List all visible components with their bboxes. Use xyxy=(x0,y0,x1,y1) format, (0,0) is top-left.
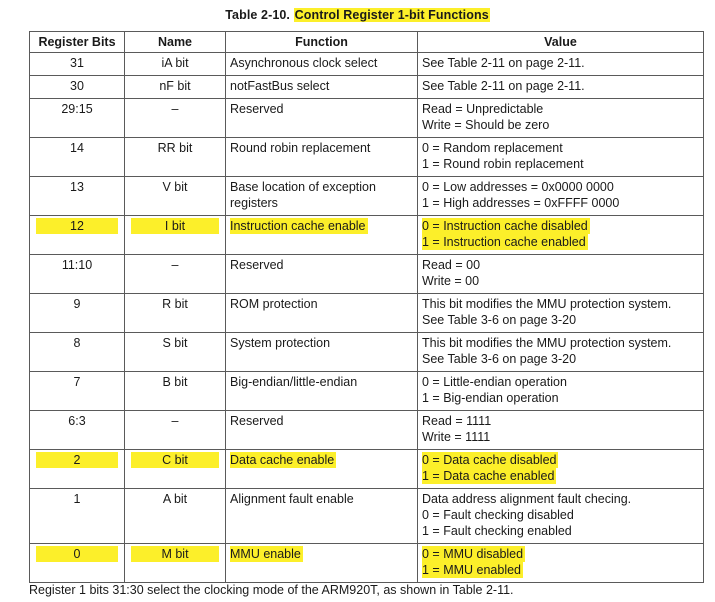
cell-register-bits xyxy=(30,99,125,138)
cell-function xyxy=(226,450,418,489)
function-text-line: Instruction cache enable xyxy=(230,219,366,233)
value-text-line: 0 = Data cache disabled xyxy=(422,453,557,467)
cell-function xyxy=(226,138,418,177)
function-text-line: Data cache enable xyxy=(230,453,335,467)
value-text-line: 1 = MMU enabled xyxy=(422,563,522,577)
function-text-line: registers xyxy=(230,196,278,210)
value-text-line: See Table 3-6 on page 3-20 xyxy=(422,352,577,366)
header-value: Value xyxy=(418,32,704,53)
function-text-line: Alignment fault enable xyxy=(230,492,354,506)
cell-value xyxy=(418,76,704,99)
table-row xyxy=(30,544,704,583)
cell-name xyxy=(125,489,226,544)
header-name: Name xyxy=(125,32,226,53)
cell-function xyxy=(226,53,418,76)
bit-name-text: iA bit xyxy=(161,56,189,70)
footnote: Register 1 bits 31:30 select the clocking mode of the ARM920T, as shown in Table 2-11. xyxy=(29,583,514,597)
cell-name xyxy=(125,76,226,99)
register-bits-text: 6:3 xyxy=(68,414,86,428)
function-text-line: Round robin replacement xyxy=(230,141,371,155)
value-text-line: 0 = Fault checking disabled xyxy=(422,508,574,522)
table-row xyxy=(30,489,704,544)
cell-name xyxy=(125,138,226,177)
value-text-line: Read = 1111 xyxy=(422,414,492,428)
register-bits-text: 11:10 xyxy=(61,258,93,272)
value-text-line: See Table 2-11 on page 2-11. xyxy=(422,56,585,70)
cell-value xyxy=(418,450,704,489)
cell-value xyxy=(418,99,704,138)
register-bits-text: 12 xyxy=(36,218,118,234)
cell-value xyxy=(418,177,704,216)
bit-name-text: A bit xyxy=(162,492,188,506)
table-row xyxy=(30,216,704,255)
cell-value xyxy=(418,294,704,333)
cell-function xyxy=(226,411,418,450)
bit-name-text: S bit xyxy=(162,336,188,350)
table-header-row xyxy=(30,32,704,53)
value-text-line: This bit modifies the MMU protection system. xyxy=(422,336,672,350)
value-text-line: Read = Unpredictable xyxy=(422,102,544,116)
function-text-line: Big-endian/little-endian xyxy=(230,375,358,389)
value-text-line: 0 = Instruction cache disabled xyxy=(422,219,588,233)
cell-register-bits xyxy=(30,333,125,372)
cell-function xyxy=(226,216,418,255)
cell-name xyxy=(125,53,226,76)
bit-name-text: – xyxy=(171,102,179,116)
cell-value xyxy=(418,544,704,583)
bit-name-text: R bit xyxy=(162,297,188,311)
function-text-line: MMU enable xyxy=(230,547,301,561)
value-text-line: See Table 2-11 on page 2-11. xyxy=(422,79,585,93)
register-bits-text: 29:15 xyxy=(61,102,93,116)
register-bits-text: 13 xyxy=(70,180,84,194)
value-text-line: 1 = Data cache enabled xyxy=(422,469,555,483)
bit-name-text: B bit xyxy=(162,375,188,389)
cell-value xyxy=(418,216,704,255)
table-row xyxy=(30,372,704,411)
register-bits-text: 30 xyxy=(70,79,84,93)
bit-name-text: I bit xyxy=(131,218,219,234)
bit-name-text: nF bit xyxy=(159,79,191,93)
value-text-line: See Table 3-6 on page 3-20 xyxy=(422,313,577,327)
bit-name-text: – xyxy=(171,258,179,272)
cell-function xyxy=(226,294,418,333)
cell-register-bits xyxy=(30,544,125,583)
cell-name xyxy=(125,177,226,216)
bit-name-text: RR bit xyxy=(157,141,193,155)
function-text-line: notFastBus select xyxy=(230,79,330,93)
bit-name-text: M bit xyxy=(131,546,219,562)
cell-function xyxy=(226,255,418,294)
cell-function xyxy=(226,372,418,411)
register-bits-text: 2 xyxy=(36,452,118,468)
table-row xyxy=(30,411,704,450)
value-text-line: Read = 00 xyxy=(422,258,481,272)
table-body xyxy=(30,53,704,583)
cell-value xyxy=(418,333,704,372)
cell-name xyxy=(125,372,226,411)
register-bits-text: 31 xyxy=(70,56,84,70)
value-text-line: Write = 00 xyxy=(422,274,480,288)
table-caption xyxy=(0,8,715,22)
cell-name xyxy=(125,294,226,333)
register-bits-text: 0 xyxy=(36,546,118,562)
bit-name-text: – xyxy=(171,414,179,428)
cell-name xyxy=(125,99,226,138)
cell-value xyxy=(418,53,704,76)
function-text-line: Asynchronous clock select xyxy=(230,56,378,70)
cell-name xyxy=(125,333,226,372)
function-text-line: Reserved xyxy=(230,102,284,116)
cell-function xyxy=(226,333,418,372)
cell-value xyxy=(418,255,704,294)
function-text-line: Reserved xyxy=(230,258,284,272)
cell-name xyxy=(125,411,226,450)
value-text-line: This bit modifies the MMU protection system. xyxy=(422,297,672,311)
value-text-line: 1 = Instruction cache enabled xyxy=(422,235,586,249)
function-text-line: Base location of exception xyxy=(230,180,376,194)
value-text-line: 1 = High addresses = 0xFFFF 0000 xyxy=(422,196,620,210)
control-register-table xyxy=(29,31,704,583)
cell-register-bits xyxy=(30,53,125,76)
cell-function xyxy=(226,489,418,544)
table-caption-highlighted-title: Control Register 1-bit Functions xyxy=(294,8,489,22)
cell-register-bits xyxy=(30,372,125,411)
value-text-line: 0 = Random replacement xyxy=(422,141,563,155)
function-text-line: System protection xyxy=(230,336,331,350)
value-text-line: Data address alignment fault checing. xyxy=(422,492,632,506)
cell-value xyxy=(418,372,704,411)
value-text-line: Write = Should be zero xyxy=(422,118,550,132)
cell-register-bits xyxy=(30,216,125,255)
table-row xyxy=(30,99,704,138)
table-row xyxy=(30,177,704,216)
cell-name xyxy=(125,255,226,294)
header-register-bits: Register Bits xyxy=(30,32,125,53)
cell-function xyxy=(226,177,418,216)
cell-register-bits xyxy=(30,489,125,544)
table-row xyxy=(30,138,704,177)
register-bits-text: 9 xyxy=(73,297,81,311)
function-text-line: Reserved xyxy=(230,414,284,428)
cell-value xyxy=(418,411,704,450)
value-text-line: 0 = Low addresses = 0x0000 0000 xyxy=(422,180,614,194)
bit-name-text: C bit xyxy=(131,452,219,468)
cell-function xyxy=(226,76,418,99)
register-bits-text: 8 xyxy=(73,336,81,350)
cell-value xyxy=(418,489,704,544)
cell-register-bits xyxy=(30,450,125,489)
cell-register-bits xyxy=(30,294,125,333)
table-row xyxy=(30,450,704,489)
value-text-line: 0 = MMU disabled xyxy=(422,547,524,561)
table-row xyxy=(30,294,704,333)
table-row xyxy=(30,76,704,99)
value-text-line: 1 = Fault checking enabled xyxy=(422,524,572,538)
cell-name xyxy=(125,544,226,583)
value-text-line: 1 = Round robin replacement xyxy=(422,157,584,171)
register-bits-text: 14 xyxy=(70,141,84,155)
header-function: Function xyxy=(226,32,418,53)
table-row xyxy=(30,53,704,76)
register-bits-text: 1 xyxy=(73,492,81,506)
value-text-line: 0 = Little-endian operation xyxy=(422,375,567,389)
cell-register-bits xyxy=(30,411,125,450)
cell-register-bits xyxy=(30,255,125,294)
value-text-line: 1 = Big-endian operation xyxy=(422,391,559,405)
bit-name-text: V bit xyxy=(162,180,188,194)
register-bits-text: 7 xyxy=(73,375,81,389)
table-row xyxy=(30,333,704,372)
cell-register-bits xyxy=(30,177,125,216)
cell-name xyxy=(125,450,226,489)
cell-function xyxy=(226,544,418,583)
cell-name xyxy=(125,216,226,255)
cell-register-bits xyxy=(30,76,125,99)
cell-function xyxy=(226,99,418,138)
cell-register-bits xyxy=(30,138,125,177)
value-text-line: Write = 1111 xyxy=(422,430,491,444)
cell-value xyxy=(418,138,704,177)
function-text-line: ROM protection xyxy=(230,297,318,311)
table-caption-number: Table 2-10. xyxy=(225,8,291,22)
table-row xyxy=(30,255,704,294)
